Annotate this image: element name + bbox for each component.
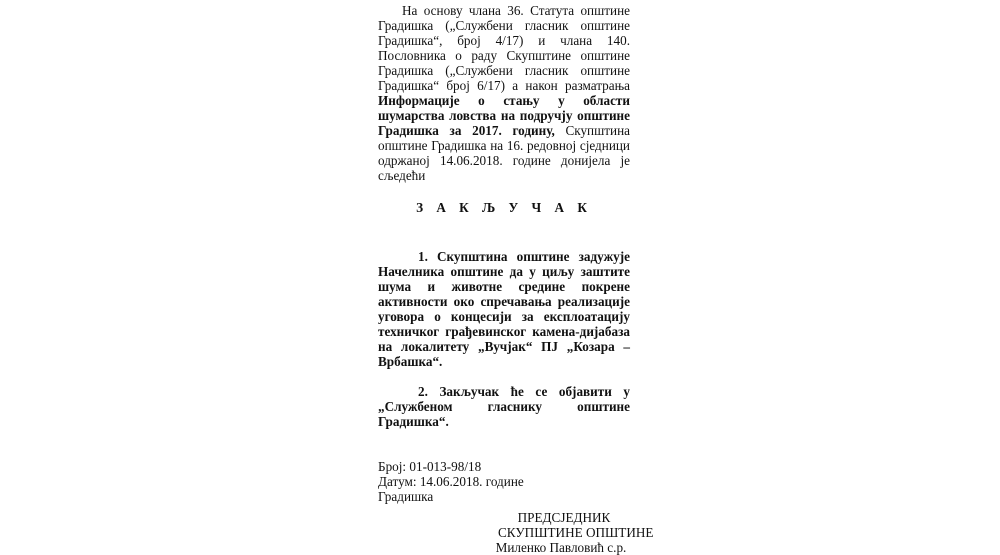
preamble-bold-title: Информације о стању у области шумарства ловства на подручју општине Градишка за 2017. годину,	[378, 93, 630, 138]
conclusion-item-2: 2. Закључак ће се објавити у „Службеном гласнику општине Градишка“.	[378, 384, 630, 429]
conclusion-item-1: 1. Скупштина општине задужује Начелника општине да у циљу заштите шума и животне средине покрене активности око спречавања реализације уговора о концесији за експлоатацију техничког грађевинског камена-дијабаза на локалитету „Вучјак“ ПЈ „Козара – Врбашка“.	[378, 249, 630, 369]
document-date: Датум: 14.06.2018. године	[378, 474, 524, 489]
preamble-tail: Скупштина општине Градишка на 16. редовној сједници одржаној 14.06.2018. године донијела је сљедећи	[378, 123, 630, 183]
signature-title-line-1: ПРЕДСЈЕДНИК	[517, 510, 611, 525]
document-meta	[378, 459, 630, 504]
preamble-lead: На основу члана 36. Статута општине Градишка („Службени гласник општине Градишка“, број 4/17) и члана 140. Пословника о раду Скупштине општине Градишка („Службени гласник општине Градишка“ број 6/17) а након разматрања	[378, 3, 630, 93]
signature-name: Миленко Павловић с.р.	[495, 540, 627, 555]
document-place: Градишка	[378, 489, 434, 504]
preamble-paragraph	[378, 3, 630, 183]
signature-title-line-2: СКУПШТИНЕ ОПШТИНЕ	[498, 525, 654, 540]
document-page	[378, 3, 654, 555]
signature-block	[378, 510, 654, 555]
document-number: Број: 01-013-98/18	[378, 459, 482, 474]
conclusion-heading: З А К Љ У Ч А К	[416, 200, 592, 215]
